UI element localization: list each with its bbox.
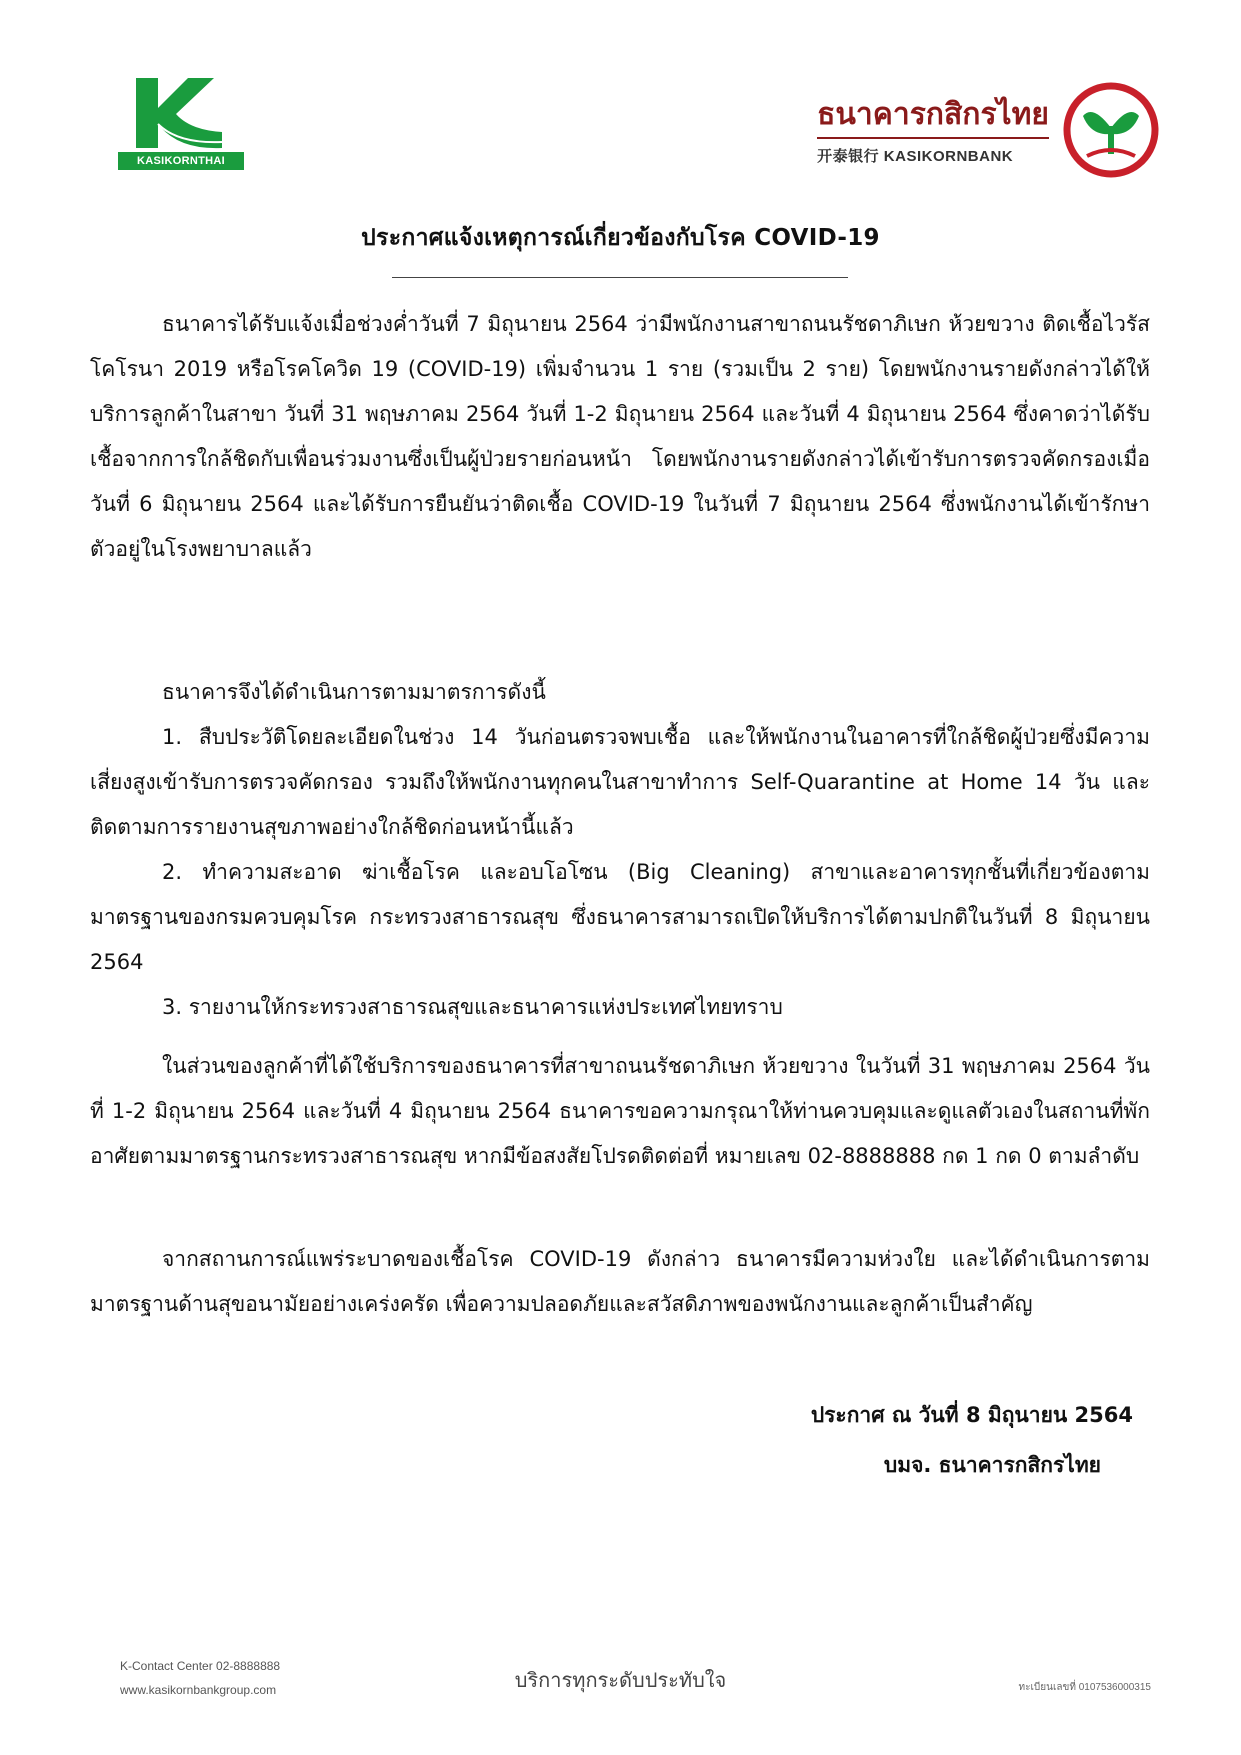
footer-website-link[interactable]: www.kasikornbankgroup.com (120, 1683, 277, 1697)
bank-english-name: 开泰银行 KASIKORNBANK (817, 147, 1014, 165)
footer-contact-center: K-Contact Center 02-8888888 (120, 1659, 281, 1673)
kasikornbank-seal-icon (1063, 82, 1159, 178)
announcement-date: ประกาศ ณ วันที่ 8 มิถุนายน 2564 (810, 1403, 1133, 1427)
paragraph-customer-advice: ในส่วนของลูกค้าที่ได้ใช้บริการของธนาคารที่สาขาถนนรัชดาภิเษก ห้วยขวาง ในวันที่ 31 พฤษภาคม 2564 วันที่ 1-2 มิถุนายน 2564 และวันที่ 4 มิถุนายน 2564 ธนาคารขอความกรุณาให้ท่านควบคุมและดูแลตัวเองในสถานที่พักอาศัยตามมาตรฐานกระทรวงสาธารณสุข หากมีข้อสงสัยโปรดติดต่อที่ หมายเลข 02-8888888 กด 1 กด 0 ตามลำดับ (90, 1054, 1150, 1168)
issuer-name: บมจ. ธนาคารกสิกรไทย (883, 1453, 1101, 1477)
bank-name-block (817, 95, 1049, 166)
measure-item-3: 3. รายงานให้กระทรวงสาธารณสุขและธนาคารแห่งประเทศไทยทราบ (162, 995, 783, 1019)
footer-slogan: บริการทุกระดับประทับใจ (514, 1668, 727, 1692)
kasikornbank-brand (817, 80, 1159, 180)
kasikornthai-logo-text: KASIKORNTHAI (118, 152, 244, 170)
title-divider (392, 277, 848, 278)
k-letter-icon (118, 72, 244, 152)
kasikornthai-logo (118, 72, 244, 170)
measure-item-2: 2. ทำความสะอาด ฆ่าเชื้อโรค และอบโอโซน (Big Cleaning) สาขาและอาคารทุกชั้นที่เกี่ยวข้องตามมาตรฐานของกรมควบคุมโรค กระทรวงสาธารณสุข ซึ่งธนาคารสามารถเปิดให้บริการได้ตามปกติในวันที่ 8 มิถุนายน 2564 (90, 860, 1150, 974)
paragraph-closing: จากสถานการณ์แพร่ระบาดของเชื้อโรค COVID-19 ดังกล่าว ธนาคารมีความห่วงใย และได้ดำเนินการตามมาตรฐานด้านสุขอนามัยอย่างเคร่งครัด เพื่อความปลอดภัยและสวัสดิภาพของพนักงานและลูกค้าเป็นสำคัญ (90, 1247, 1150, 1316)
paragraph-measures-intro: ธนาคารจึงได้ดำเนินการตามมาตรการดังนี้ (162, 680, 546, 704)
measure-item-1: 1. สืบประวัติโดยละเอียดในช่วง 14 วันก่อนตรวจพบเชื้อ และให้พนักงานในอาคารที่ใกล้ชิดผู้ป่วยซึ่งมีความเสี่ยงสูงเข้ารับการตรวจคัดกรอง รวมถึงให้พนักงานทุกคนในสาขาทำการ Self-Quarantine at Home 14 วัน และติดตามการรายงานสุขภาพอย่างใกล้ชิดก่อนหน้านี้แล้ว (90, 725, 1150, 839)
announcement-title: ประกาศแจ้งเหตุการณ์เกี่ยวข้องกับโรค COVID-19 (361, 225, 880, 251)
paragraph-incident: ธนาคารได้รับแจ้งเมื่อช่วงค่ำวันที่ 7 มิถุนายน 2564 ว่ามีพนักงานสาขาถนนรัชดาภิเษก ห้วยขวาง ติดเชื้อไวรัสโคโรนา 2019 หรือโรคโควิด 19 (COVID-19) เพิ่มจำนวน 1 ราย (รวมเป็น 2 ราย) โดยพนักงานรายดังกล่าวได้ให้บริการลูกค้าในสาขา วันที่ 31 พฤษภาคม 2564 วันที่ 1-2 มิถุนายน 2564 และวันที่ 4 มิถุนายน 2564 ซึ่งคาดว่าได้รับเชื้อจากการใกล้ชิดกับเพื่อนร่วมงานซึ่งเป็นผู้ป่วยรายก่อนหน้า โดยพนักงานรายดังกล่าวได้เข้ารับการตรวจคัดกรองเมื่อวันที่ 6 มิถุนายน 2564 และได้รับการยืนยันว่าติดเชื้อ COVID-19 ในวันที่ 7 มิถุนายน 2564 ซึ่งพนักงานได้เข้ารักษาตัวอยู่ในโรงพยาบาลแล้ว (90, 312, 1150, 561)
footer-registration-number: ทะเบียนเลขที่ 0107536000315 (1018, 1682, 1151, 1693)
bank-name-divider (817, 137, 1049, 139)
bank-thai-name: ธนาคารกสิกรไทย (817, 96, 1049, 132)
